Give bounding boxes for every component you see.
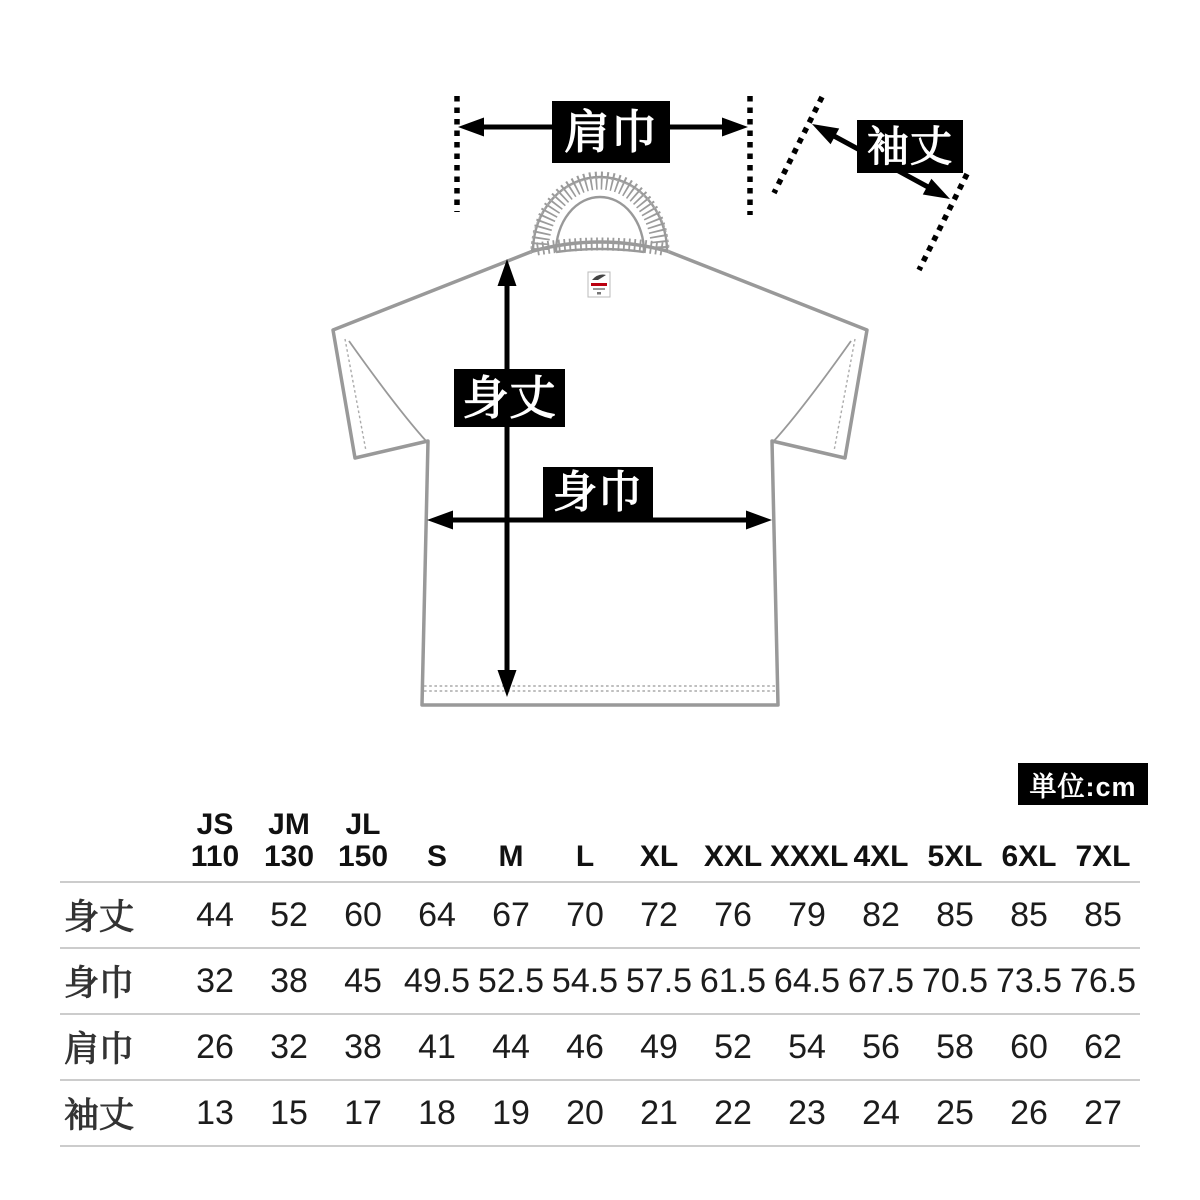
size-value: 64.5 (773, 961, 841, 1000)
size-value: 56 (862, 1027, 900, 1066)
size-value: 13 (196, 1093, 234, 1132)
size-value: 73.5 (995, 961, 1063, 1000)
arrowhead (722, 118, 748, 137)
size-table-head (60, 786, 1140, 882)
size-table (60, 786, 1140, 1147)
size-table-head-row (60, 786, 1140, 882)
size-table-row (60, 1080, 1140, 1146)
size-table-row (60, 1014, 1140, 1080)
size-column-header: JM 130 (263, 808, 315, 873)
size-value: 57.5 (625, 961, 693, 1000)
size-column-header: XL (639, 839, 679, 873)
size-column-header: 4XL (853, 839, 909, 873)
size-value: 52.5 (477, 961, 545, 1000)
size-value: 15 (270, 1093, 308, 1132)
size-value: 79 (788, 895, 826, 934)
size-table-row (60, 948, 1140, 1014)
size-value: 26 (196, 1027, 234, 1066)
size-value: 38 (344, 1027, 382, 1066)
size-value: 49.5 (403, 961, 471, 1000)
size-value: 24 (862, 1093, 900, 1132)
size-value: 54.5 (551, 961, 619, 1000)
size-value: 41 (418, 1027, 456, 1066)
size-column-header: XXXL (770, 839, 849, 873)
guide-line-sleeve-top (774, 97, 822, 193)
size-value: 25 (936, 1093, 974, 1132)
size-value: 72 (640, 895, 678, 934)
row-label: 肩巾 (64, 1030, 135, 1069)
size-value: 67.5 (847, 961, 915, 1000)
size-value: 82 (862, 895, 900, 934)
size-value: 61.5 (699, 961, 767, 1000)
size-value: 26 (1010, 1093, 1048, 1132)
size-value: 67 (492, 895, 530, 934)
size-table-body (60, 882, 1140, 1146)
size-value: 27 (1084, 1093, 1122, 1132)
size-value: 70 (566, 895, 604, 934)
size-value: 17 (344, 1093, 382, 1132)
arrowhead (458, 118, 484, 137)
size-value: 49 (640, 1027, 678, 1066)
size-value: 54 (788, 1027, 826, 1066)
size-column-header: L (575, 839, 595, 873)
size-value: 52 (270, 895, 308, 934)
size-value: 46 (566, 1027, 604, 1066)
size-column-header: 6XL (1001, 839, 1057, 873)
size-column-header: JS 110 (190, 808, 240, 873)
size-column-header: 5XL (927, 839, 983, 873)
size-value: 22 (714, 1093, 752, 1132)
tshirt-drawing (333, 177, 867, 705)
size-value: 76.5 (1069, 961, 1137, 1000)
size-value: 45 (344, 961, 382, 1000)
size-column-header: 7XL (1075, 839, 1131, 873)
size-value: 85 (1010, 895, 1048, 934)
size-column-header: M (498, 839, 524, 873)
size-value: 76 (714, 895, 752, 934)
neck-tag (588, 272, 610, 297)
size-column-header: JL 150 (337, 808, 389, 873)
size-value: 38 (270, 961, 308, 1000)
size-table-corner (60, 786, 178, 882)
arrowhead (812, 124, 839, 144)
size-value: 64 (418, 895, 456, 934)
size-value: 44 (492, 1027, 530, 1066)
row-label: 身丈 (64, 898, 135, 937)
size-value: 32 (270, 1027, 308, 1066)
size-value: 62 (1084, 1027, 1122, 1066)
shoulder-width-label: 肩巾 (552, 101, 670, 163)
sleeve-length-label: 袖丈 (857, 120, 963, 173)
arrowhead (923, 179, 950, 199)
size-value: 85 (936, 895, 974, 934)
unit-badge: 単位:cm (1018, 763, 1148, 805)
size-value: 44 (196, 895, 234, 934)
size-value: 85 (1084, 895, 1122, 934)
size-value: 70.5 (921, 961, 989, 1000)
body-width-label: 身巾 (543, 467, 653, 519)
size-value: 32 (196, 961, 234, 1000)
size-value: 58 (936, 1027, 974, 1066)
size-value: 19 (492, 1093, 530, 1132)
size-table-row (60, 882, 1140, 948)
size-column-header: S (426, 839, 447, 873)
size-value: 23 (788, 1093, 826, 1132)
size-value: 60 (344, 895, 382, 934)
body-length-label: 身丈 (454, 369, 565, 427)
size-column-header: XXL (703, 839, 763, 873)
size-value: 21 (640, 1093, 678, 1132)
size-value: 60 (1010, 1027, 1048, 1066)
size-value: 20 (566, 1093, 604, 1132)
row-label: 袖丈 (64, 1096, 135, 1135)
size-value: 18 (418, 1093, 456, 1132)
row-label: 身巾 (64, 964, 135, 1003)
size-value: 52 (714, 1027, 752, 1066)
